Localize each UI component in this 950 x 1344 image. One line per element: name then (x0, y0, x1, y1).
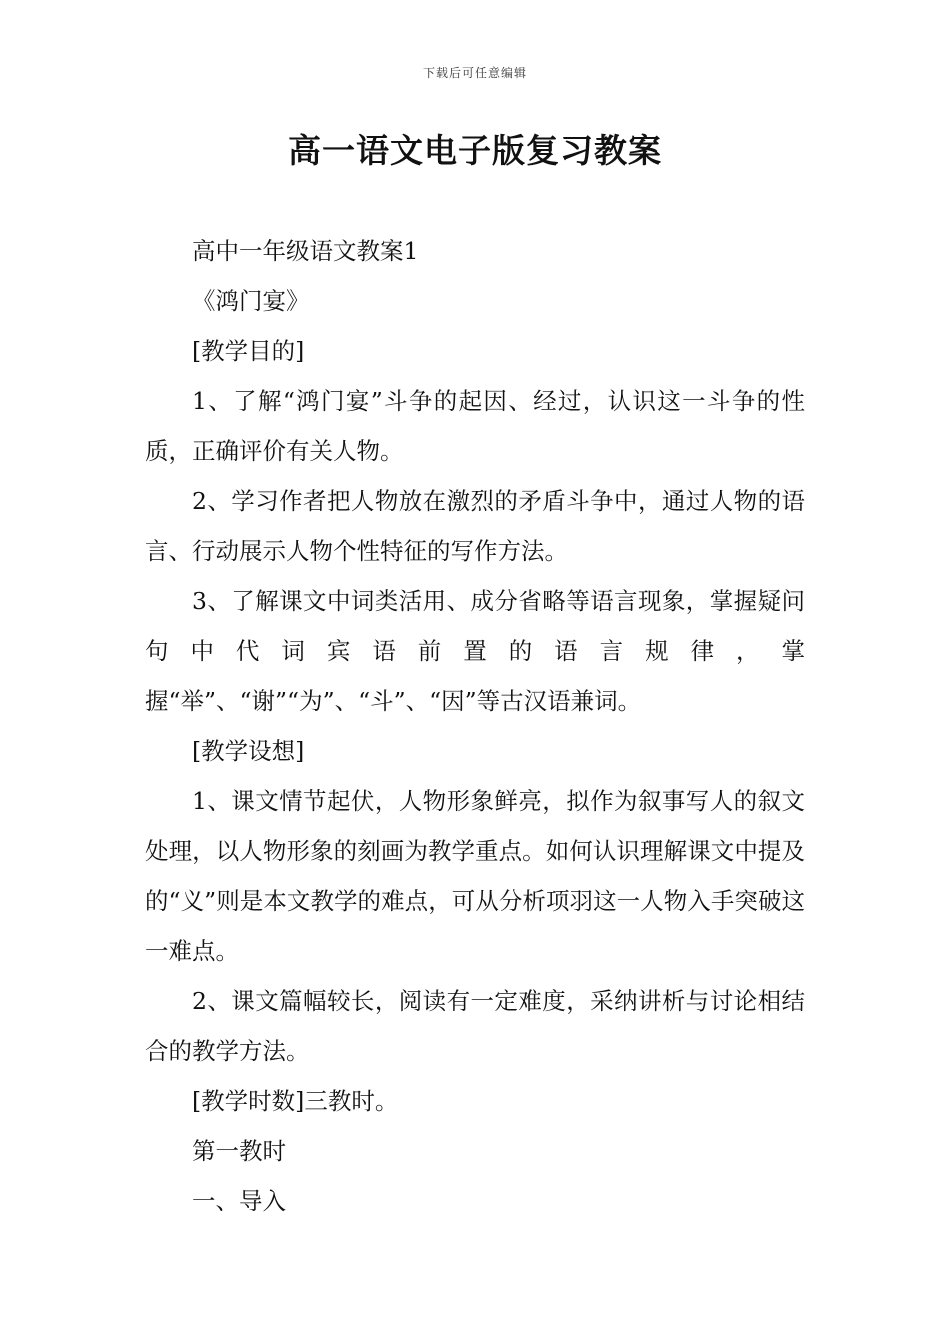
document-body (145, 226, 805, 1226)
paragraph-section-objectives: [教学目的] (192, 337, 305, 365)
paragraph-first-lesson: 第一教时 (192, 1137, 286, 1165)
paragraph-objective-2: 2、学习作者把人物放在激烈的矛盾斗争中，通过人物的语言、行动展示人物个性特征的写作方法。 (145, 487, 805, 565)
header-note: 下载后可任意编辑 (422, 66, 527, 80)
paragraph-lesson-heading: 高中一年级语文教案1 (192, 237, 419, 265)
paragraph-section-design: [教学设想] (192, 737, 305, 765)
document-title: 高一语文电子版复习教案 (288, 131, 662, 170)
paragraph-objective-3: 3、了解课文中词类活用、成分省略等语言现象，掌握疑问句中代词宾语前置的语言规律，掌握“举”、“谢”“为”、“斗”、“因”等古汉语兼词。 (145, 587, 805, 715)
paragraph-objective-1: 1、了解“鸿门宴”斗争的起因、经过，认识这一斗争的性质，正确评价有关人物。 (145, 387, 805, 465)
paragraph-section-hours: [教学时数]三教时。 (192, 1087, 399, 1115)
paragraph-design-2: 2、课文篇幅较长，阅读有一定难度，采纳讲析与讨论相结合的教学方法。 (145, 987, 805, 1065)
paragraph-text-title: 《鸿门宴》 (192, 287, 310, 315)
paragraph-introduction: 一、导入 (192, 1187, 286, 1215)
paragraph-design-1: 1、课文情节起伏，人物形象鲜亮，拟作为叙事写人的叙文处理，以人物形象的刻画为教学重点。如何认识理解课文中提及的“义”则是本文教学的难点，可从分析项羽这一人物入手突破这一难点。 (145, 787, 805, 965)
